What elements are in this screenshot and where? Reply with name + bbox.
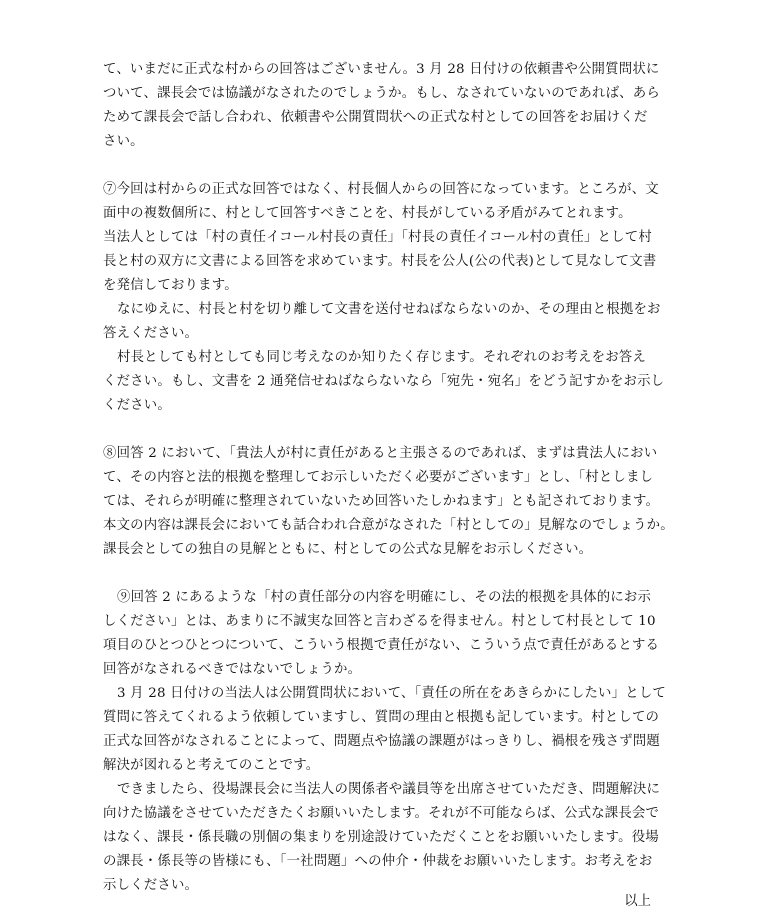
text-line: て、いまだに正式な村からの回答はございません。3 月 28 日付けの依頼書や公開質問状に <box>103 62 660 77</box>
text-line: 長と村の双方に文書による回答を求めています。村長を公人(公の代表)として見なして文書 <box>103 254 657 269</box>
text-line: 3 月 28 日付けの当法人は公開質問状において、「責任の所在をあきらかにしたい」として <box>117 686 667 701</box>
text-line: 正式な回答がなされることによって、問題点や協議の課題がはっきりし、禍根を残さず問題 <box>103 734 660 749</box>
text-line: の課長・係長等の皆様にも、「一社問題」への仲介・仲裁をお願いいたします。お考えをお <box>103 854 653 869</box>
text-line: 質問に答えてくれるよう依頼していますし、質問の理由と根拠も記しています。村としての <box>103 710 660 725</box>
text-line: 回答がなされるべきではないでしょうか。 <box>103 662 362 677</box>
text-line: て、その内容と法的根拠を整理してお示しいただく必要がございます」とし、「村としまし <box>103 470 654 485</box>
text-line: 解決が図れると考えてのことです。 <box>103 758 320 773</box>
closing-mark: 以上 <box>624 894 651 909</box>
text-line: ⑦今回は村からの正式な回答ではなく、村長個人からの回答になっています。ところが、文 <box>103 182 659 197</box>
text-line: しください」とは、あまりに不誠実な回答と言わざるを得ません。村として村長として 10 <box>103 614 656 629</box>
text-line: さい。 <box>103 134 144 149</box>
text-line: なにゆえに、村長と村を切り離して文書を送付せねばならないのか、その理由と根拠をお <box>117 302 661 317</box>
text-line: できましたら、役場課長会に当法人の関係者や議員等を出席させていただき、問題解決に <box>117 782 661 797</box>
text-line: を発信しております。 <box>103 278 238 293</box>
text-line: ては、それらが明確に整理されていないため回答いたしかねます」とも記されております。 <box>103 494 660 509</box>
text-line: はなく、課長・係長職の別個の集まりを別途設けていただくことをお願いいたします。役場 <box>103 830 659 845</box>
text-line: ためて課長会で話し合われ、依頼書や公開質問状への正式な村としての回答をお届けくだ <box>103 110 648 125</box>
text-line: 答えください。 <box>103 326 199 341</box>
text-line: ⑧回答 2 において、「貴法人が村に責任があると主張さるのであれば、まずは貴法人におい <box>103 446 658 461</box>
text-line: 示しください。 <box>103 878 199 893</box>
text-line: ついて、課長会では協議がなされたのでしょうか。もし、なされていないのであれば、あら <box>103 86 660 101</box>
text-line: ください。もし、文書を 2 通発信せねばならないなら「宛先・宛名」をどう記すかをお示し <box>103 374 665 389</box>
text-line: 村長としても村としても同じ考えなのか知りたく存じます。それぞれのお考えをお答え <box>117 350 646 365</box>
text-line: 当法人としては「村の責任イコール村長の責任」「村長の責任イコール村の責任」として村 <box>103 230 652 245</box>
text-line: 向けた協議をさせていただきたくお願いいたします。それが不可能ならば、公式な課長会で <box>103 806 660 821</box>
text-line: 面中の複数個所に、村として回答すべきことを、村長がしている矛盾がみてとれます。 <box>103 206 632 221</box>
text-line: ⑨回答 2 にあるような「村の責任部分の内容を明確にし、その法的根拠を具体的にお示 <box>117 590 652 605</box>
text-line: 項目のひとつひとつについて、こういう根拠で責任がない、こういう点で責任があるとする <box>103 638 660 653</box>
text-line: 本文の内容は課長会においても話合われ合意がなされた「村としての」見解なのでしょうか。 <box>103 518 674 533</box>
text-line: 課長会としての独自の見解とともに、村としての公式な見解をお示しください。 <box>103 542 593 557</box>
text-line: ください。 <box>103 398 171 413</box>
